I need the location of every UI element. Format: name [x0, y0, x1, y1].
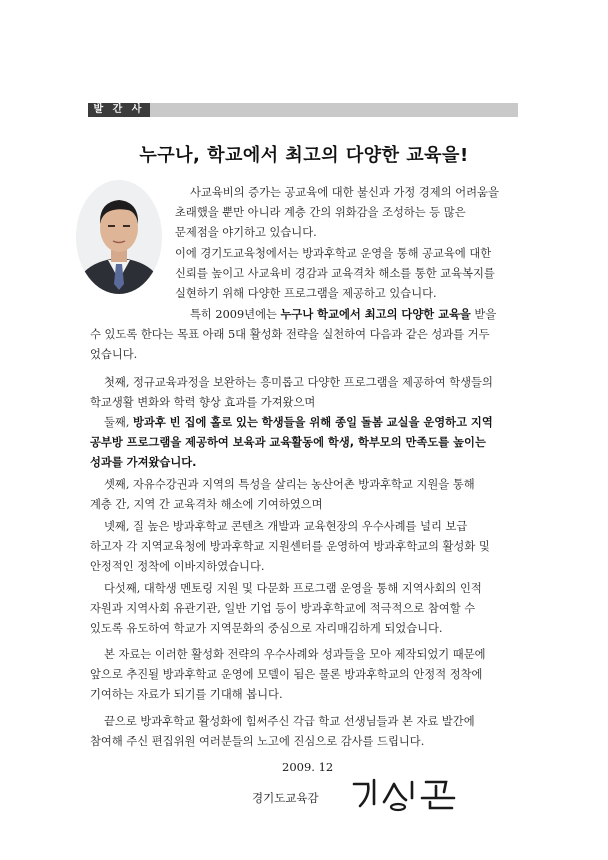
paragraph-5-line-2: 공부방 프로그램을 제공하여 보육과 교육활동에 학생, 학부모의 만족도를 높이는 — [90, 436, 486, 449]
paragraph-9-line-3: 기여하는 자료가 되기를 기대해 봅니다. — [90, 688, 283, 701]
paragraph-3-post: 받을 — [470, 308, 497, 321]
paragraph-7-line-2: 하고자 각 지역교육청에 방과후학교 지원센터를 운영하여 방과후학교의 활성화 및 — [90, 540, 490, 553]
paragraph-10-line-1: 끝으로 방과후학교 활성화에 힘써주신 각급 학교 선생님들과 본 자료 발간에 — [104, 715, 475, 728]
paragraph-4-line-2: 학교생활 변화와 학력 향상 효과를 가져왔으며 — [90, 396, 316, 409]
section-tag: 발 간 사 — [88, 103, 150, 117]
paragraph-9-line-1: 본 자료는 이러한 활성화 전략의 우수사례와 성과들을 모아 제작되었기 때문에 — [104, 648, 486, 661]
paragraph-9-line-2: 앞으로 추진될 방과후학교 운영에 모델이 됨은 물론 방과후학교의 안정적 정착에 — [90, 668, 483, 681]
paragraph-10-line-2: 참여해 주신 편집위원 여러분들의 노고에 진심으로 감사를 드립니다. — [90, 735, 425, 748]
paragraph-8-line-3: 있도록 유도하여 학교가 지역문화의 중심으로 자리매김하게 되었습니다. — [90, 622, 443, 635]
paragraph-1-line-2: 초래했을 뿐만 아니라 계층 간의 위화감을 조성하는 등 많은 — [175, 206, 466, 219]
paragraph-6-line-2: 계층 간, 지역 간 교육격차 해소에 기여하였으며 — [90, 498, 323, 511]
paragraph-3-line-1 — [190, 305, 496, 326]
portrait-icon — [76, 180, 162, 294]
paragraph-5-line-1 — [104, 413, 493, 434]
paragraph-2-line-1: 이에 경기도교육청에서는 방과후학교 운영을 통해 공교육에 대한 — [175, 247, 492, 260]
date: 2009. 12 — [282, 760, 334, 774]
paragraph-3-line-3: 었습니다. — [90, 348, 138, 361]
paragraph-3-emphasis: 누구나 학교에서 최고의 다양한 교육을 — [280, 308, 471, 321]
paragraph-1-line-1: 사교육비의 증가는 공교육에 대한 불신과 가정 경제의 어려움을 — [190, 186, 499, 199]
paragraph-1-line-3: 문제점을 야기하고 있습니다. — [175, 226, 317, 239]
paragraph-7-line-1: 넷째, 질 높은 방과후학교 콘텐츠 개발과 교육현장의 우수사례를 널리 보급 — [104, 520, 468, 533]
paragraph-8-line-2: 자원과 지역사회 유관기관, 일반 기업 등이 방과후학교에 적극적으로 참여할 수 — [90, 602, 476, 615]
paragraph-8-line-1: 다섯째, 대학생 멘토링 지원 및 다문화 프로그램 운영을 통해 지역사회의 인적 — [104, 582, 482, 595]
page-title: 누구나, 학교에서 최고의 다양한 교육을! — [139, 145, 469, 166]
signature-icon — [350, 776, 460, 812]
paragraph-3-line-2: 수 있도록 한다는 목표 아래 5대 활성화 전략을 실천하여 다음과 같은 성과를 거두 — [90, 328, 490, 341]
portrait-photo — [76, 180, 162, 294]
paragraph-5-pre: 둘째, — [104, 416, 134, 429]
section-bar — [88, 103, 518, 117]
paragraph-6-line-1: 셋째, 자유수강권과 지역의 특성을 살리는 농산어촌 방과후학교 지원을 통해 — [104, 478, 475, 491]
paragraph-7-line-3: 안정적인 정착에 이바지하였습니다. — [90, 560, 265, 573]
paragraph-2-line-3: 실현하기 위해 다양한 프로그램을 제공하고 있습니다. — [175, 287, 437, 300]
paragraph-2-line-2: 신뢰를 높이고 사교육비 경감과 교육격차 해소를 통한 교육복지를 — [175, 267, 495, 280]
paragraph-3-pre: 특히 2009년에는 — [190, 308, 281, 321]
paragraph-4-line-1: 첫째, 정규교육과정을 보완하는 흥미롭고 다양한 프로그램을 제공하여 학생들의 — [104, 376, 493, 389]
signature — [350, 776, 460, 812]
signer-title: 경기도교육감 — [252, 791, 319, 805]
paragraph-5-emphasis-1: 방과후 빈 집에 홀로 있는 학생들을 위해 종일 돌봄 교실을 운영하고 지역 — [133, 416, 493, 429]
paragraph-5-line-3: 성과를 가져왔습니다. — [90, 456, 197, 469]
